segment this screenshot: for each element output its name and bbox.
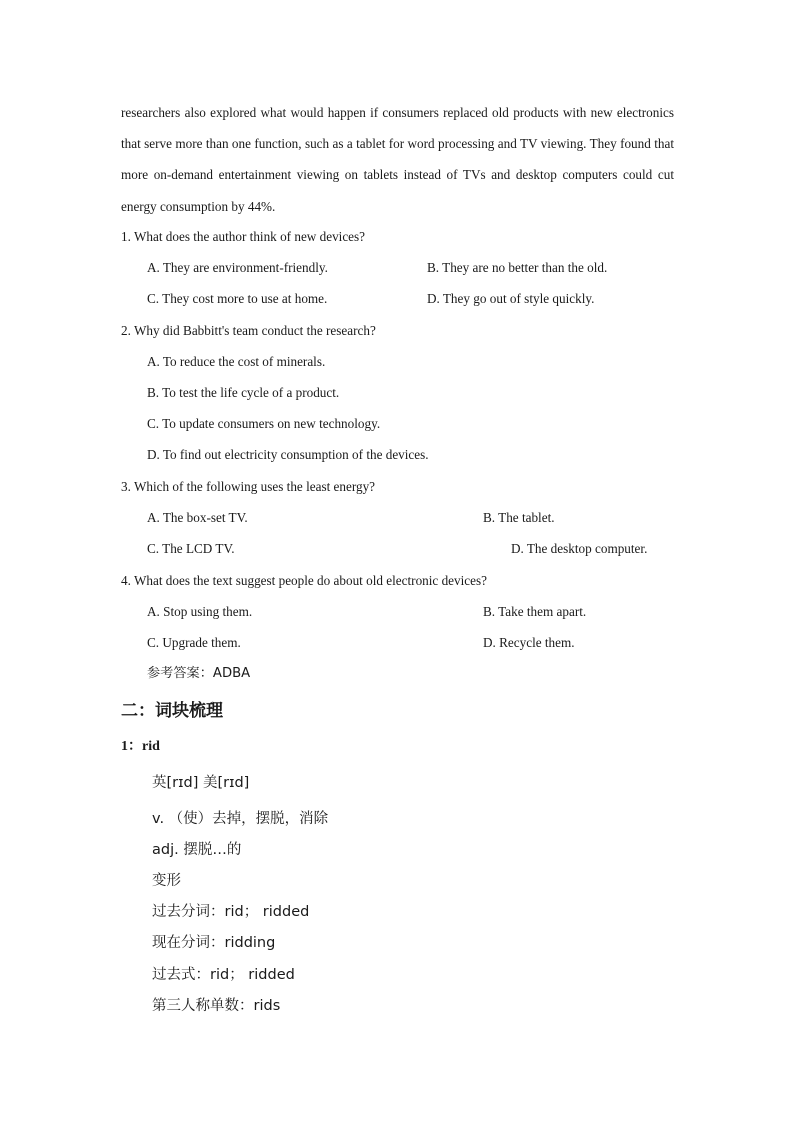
verb-definition: v. （使）去掉，摆脱，消除 [152,811,329,827]
question-3-option-a: A. The box-set TV. [147,510,248,525]
question-3-option-b: B. The tablet. [483,510,555,525]
section-heading: 二：词块梳理 [121,701,223,721]
question-3-option-d: D. The desktop computer. [511,541,648,556]
phonetic-line: 英[rɪd] 美[rɪd] [152,775,250,791]
third-person-singular: 第三人称单数：rids [152,998,281,1014]
question-2-option-b: B. To test the life cycle of a product. [147,385,340,400]
question-4-option-d: D. Recycle them. [483,635,575,650]
question-3-stem: 3. Which of the following uses the least energy? [121,479,376,494]
past-participle: 过去分词：rid； ridded [152,904,310,920]
question-2-stem: 2. Why did Babbitt's team conduct the research? [121,323,376,338]
question-2-option-d: D. To find out electricity consumption of the devices. [147,447,429,462]
question-1-option-c: C. They cost more to use at home. [147,291,328,306]
question-1-option-b: B. They are no better than the old. [427,260,608,275]
question-2-option-c: C. To update consumers on new technology. [147,416,381,431]
word-heading: 1：rid [121,739,160,754]
question-4-option-c: C. Upgrade them. [147,635,241,650]
forms-title: 变形 [152,873,181,889]
question-4-option-a: A. Stop using them. [147,604,253,619]
question-3-option-c: C. The LCD TV. [147,541,235,556]
question-4-option-b: B. Take them apart. [483,604,587,619]
question-1-option-d: D. They go out of style quickly. [427,291,595,306]
answer-key: 参考答案：ADBA [147,666,251,681]
question-1-option-a: A. They are environment-friendly. [147,260,328,275]
adj-definition: adj. 摆脱…的 [152,842,242,858]
passage-paragraph: researchers also explored what would happen if consumers replaced old products with new electronics that serve more than one function, such as a tablet for word processing and TV viewing. They found that more on-demand entertainment viewing on tablets instead of TVs and desktop computers could cut energy consumption by 44%. [121,105,674,214]
question-4-stem: 4. What does the text suggest people do about old electronic devices? [121,573,487,588]
question-1-stem: 1. What does the author think of new devices? [121,229,366,244]
present-participle: 现在分词：ridding [152,935,276,951]
question-2-option-a: A. To reduce the cost of minerals. [147,354,326,369]
past-tense: 过去式：rid； ridded [152,967,295,983]
